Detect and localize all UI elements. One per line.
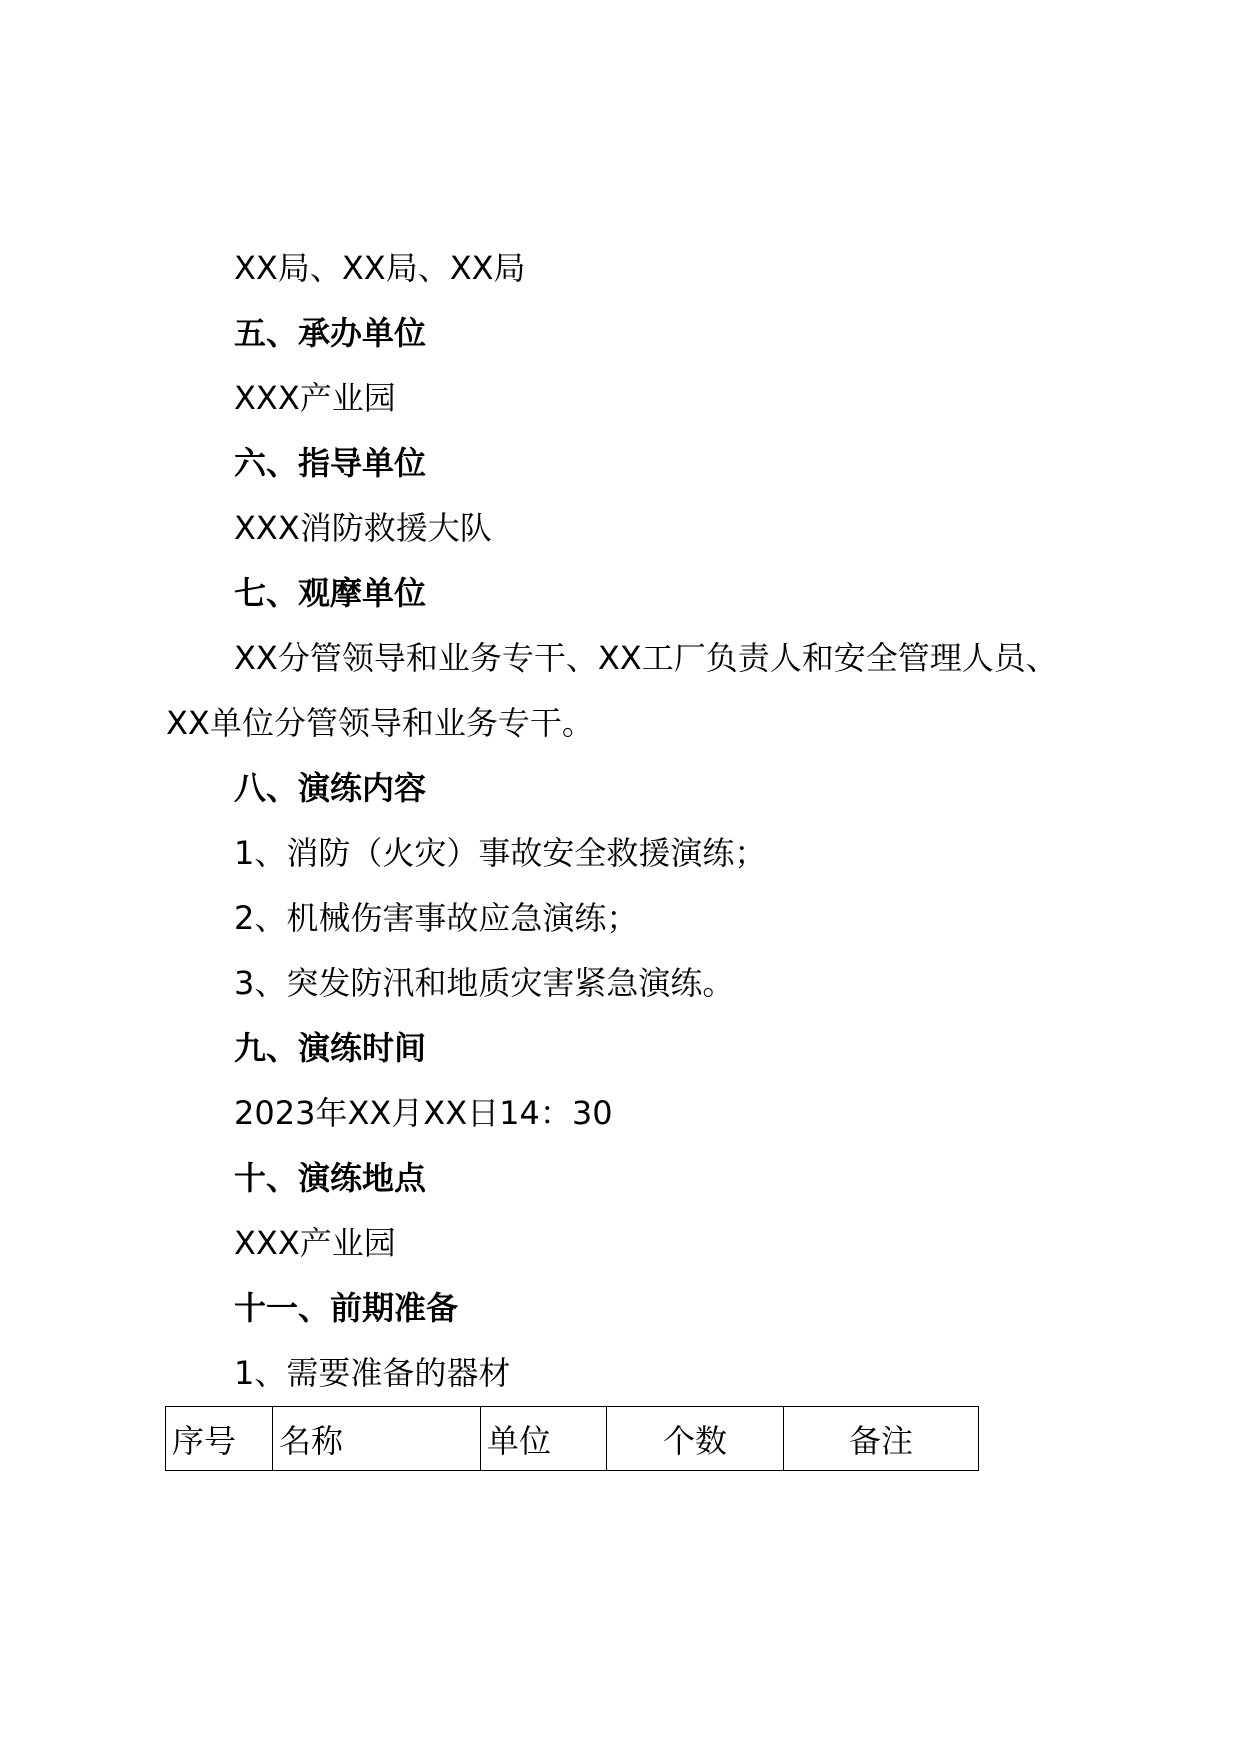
section-heading-preparation: 十一、前期准备 xyxy=(234,1289,459,1327)
section-heading-content: 八、演练内容 xyxy=(234,769,427,807)
content-item-3: 3、突发防汛和地质灾害紧急演练。 xyxy=(234,964,735,1002)
section-heading-location: 十、演练地点 xyxy=(234,1159,427,1197)
header-cell-quantity: 个数 xyxy=(607,1407,784,1471)
header-cell-index: 序号 xyxy=(166,1407,273,1471)
location-text: XXX产业园 xyxy=(234,1224,396,1262)
equipment-table xyxy=(165,1406,979,1471)
observers-text-line-2: XX单位分管领导和业务专干。 xyxy=(166,704,594,742)
table-header-row xyxy=(166,1407,979,1471)
content-item-1: 1、消防（火灾）事故安全救援演练； xyxy=(234,834,767,872)
content-item-2: 2、机械伤害事故应急演练； xyxy=(234,899,639,937)
host-units-text: XX局、XX局、XX局 xyxy=(234,249,526,287)
section-heading-guidance: 六、指导单位 xyxy=(234,444,427,482)
section-heading-observers: 七、观摩单位 xyxy=(234,574,427,612)
guidance-text: XXX消防救援大队 xyxy=(234,509,492,547)
header-cell-name: 名称 xyxy=(273,1407,481,1471)
drill-time-text: 2023年XX月XX日14：30 xyxy=(234,1094,613,1132)
preparation-item-1: 1、需要准备的器材 xyxy=(234,1354,511,1392)
section-heading-time: 九、演练时间 xyxy=(234,1029,427,1067)
header-cell-unit: 单位 xyxy=(481,1407,607,1471)
observers-text-line-1: XX分管领导和业务专干、XX工厂负责人和安全管理人员、 xyxy=(234,639,1058,677)
header-cell-remarks: 备注 xyxy=(784,1407,979,1471)
section-heading-organizer: 五、承办单位 xyxy=(234,314,427,352)
organizer-text: XXX产业园 xyxy=(234,379,396,417)
